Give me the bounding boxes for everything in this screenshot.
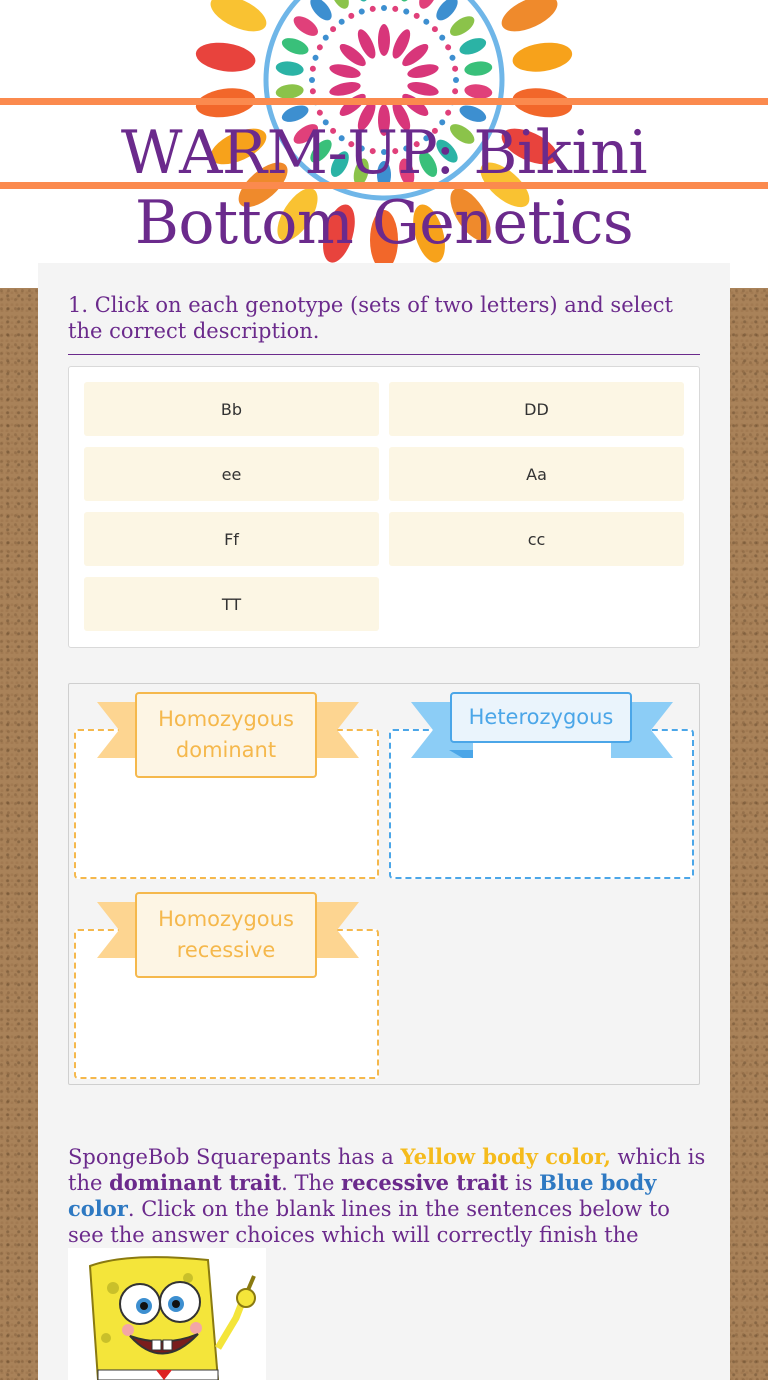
passage-text: SpongeBob Squarepants has a [68,1145,401,1169]
passage-text: is [508,1171,540,1195]
yellow-trait-text: Yellow body color, [400,1144,611,1169]
genotype-tile[interactable]: ee [84,447,379,501]
title-line-1: WARM-UP: Bikini [120,118,648,188]
genotype-tile[interactable]: Aa [389,447,684,501]
dominant-trait-text: dominant trait [109,1170,282,1195]
passage-text: . Click on the blank lines in the sentences below to see the answer choices which will correctly finish the [68,1197,670,1247]
passage-text: which is the [68,1145,706,1195]
category-label-line: recessive [176,938,276,962]
worksheet-card [38,263,730,1380]
passage-text: . The [281,1171,342,1195]
category-label-line: dominant [175,738,277,762]
recessive-trait-text: recessive trait [341,1170,509,1195]
spongebob-icon [68,1248,266,1380]
page-title [0,118,768,258]
genotype-tile[interactable]: DD [389,382,684,436]
category-label-homozygous-dominant [135,692,317,778]
genotype-tile[interactable]: cc [389,512,684,566]
category-label-homozygous-recessive [135,892,317,978]
stripe-top [0,98,768,105]
category-label-line: Homozygous [158,707,294,731]
blue-trait-text: Blue body color [68,1170,657,1221]
genotype-tile[interactable]: TT [84,577,379,631]
genotype-tile[interactable]: Bb [84,382,379,436]
question-text: 1. Click on each genotype (sets of two letters) and select the correct description. [68,292,700,355]
genotype-tile[interactable]: Ff [84,512,379,566]
title-line-2: Bottom Genetics [134,188,634,258]
category-label-line: Homozygous [158,907,294,931]
spongebob-image [68,1248,266,1380]
category-label-heterozygous: Heterozygous [450,692,632,743]
genotype-bank [68,366,700,648]
category-drop-area [68,683,700,1085]
header-banner [0,0,768,288]
